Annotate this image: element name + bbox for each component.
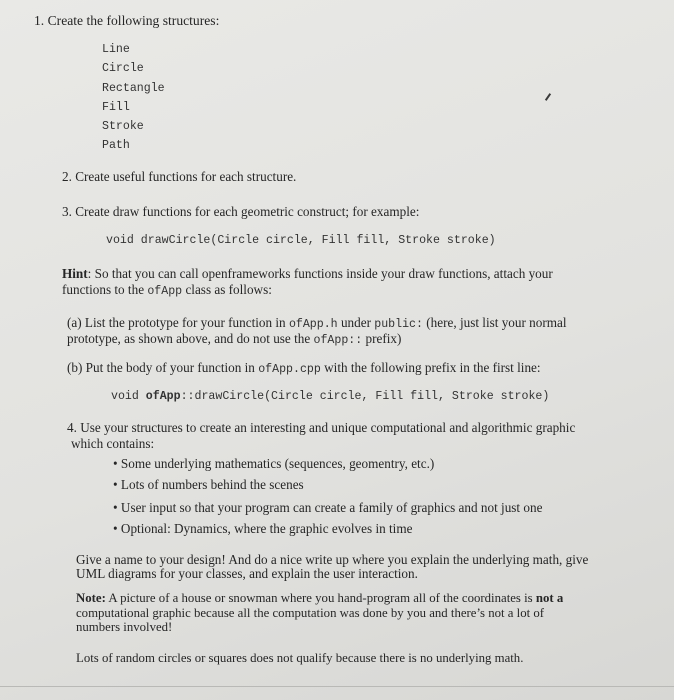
note-label: Note: (76, 591, 106, 605)
step-b-post: with the following prefix in the first line: (320, 360, 541, 375)
item4-line2: which contains: (71, 436, 155, 451)
bullet-text: Some underlying mathematics (sequences, geomentry, etc.) (120, 456, 435, 471)
step-a-post: (here, just list your normal (422, 315, 567, 330)
item3-example-code: void drawCircle(Circle circle, Fill fill, Stroke stroke) (106, 234, 496, 247)
step-b-code-line (111, 390, 549, 403)
structure-fill: Fill (102, 101, 130, 114)
structure-stroke: Stroke (102, 120, 144, 133)
step-a-code-prefix: ofApp:: (313, 334, 363, 347)
step-a-line2-pre: prototype, as shown above, and do not use the (67, 331, 314, 346)
item4-line1: 4. Use your structures to create an interesting and unique computational and algorithmic graphic (67, 420, 576, 435)
step-a-pre: (a) List the prototype for your function in (67, 315, 289, 330)
structure-path: Path (102, 139, 130, 152)
note-line3: numbers involved! (76, 620, 173, 634)
page-bottom-divider (0, 686, 674, 687)
note-line1 (76, 590, 563, 606)
hint-text-1: : So that you can call openframeworks functions inside your draw functions, attach your (87, 266, 553, 281)
bullet-text: User input so that your program can create a family of graphics and not just one (120, 500, 543, 515)
structure-rectangle: Rectangle (102, 82, 165, 95)
hint-line1 (62, 266, 553, 282)
structure-circle: Circle (102, 62, 144, 75)
bullet-item (113, 500, 542, 516)
structure-line: Line (102, 43, 130, 56)
item1-heading: 1. Create the following structures: (34, 13, 220, 28)
final-note: Lots of random circles or squares does not qualify because there is no underlying math. (76, 651, 524, 665)
pen-mark (545, 93, 551, 101)
bullet-item (113, 477, 304, 493)
step-b-code-cpp: ofApp.cpp (258, 363, 321, 376)
step-a-code-public: public: (374, 318, 423, 331)
bullet-dot-icon: • (113, 477, 118, 492)
design-note-line2: UML diagrams for your classes, and explain the user interaction. (76, 566, 418, 581)
bullet-item (113, 521, 412, 537)
note-line2: computational graphic because all the computation was done by you and there’s not a lot of (76, 606, 545, 620)
bullet-text: Lots of numbers behind the scenes (120, 477, 304, 492)
bullet-dot-icon: • (113, 500, 118, 515)
item3-text: 3. Create draw functions for each geometric construct; for example: (62, 204, 420, 219)
step-a-line2-post: prefix) (362, 331, 402, 346)
step-b-pre: (b) Put the body of your function in (67, 360, 259, 375)
step-a-code-header: ofApp.h (288, 318, 338, 331)
hint-line2 (62, 282, 272, 300)
note-text-1: A picture of a house or snowman where you hand-program all of the coordinates is (105, 591, 536, 605)
step-b-line1 (67, 360, 541, 378)
hint-text-2-pre: functions to the (62, 282, 148, 297)
step-a-mid: under (337, 315, 375, 330)
bullet-item (113, 456, 434, 472)
bullet-dot-icon: • (113, 456, 118, 471)
step-b-code-bold: ofApp (145, 390, 181, 403)
step-a-line2 (67, 331, 401, 349)
bullet-dot-icon: • (113, 521, 118, 536)
item2-text: 2. Create useful functions for each structure. (62, 169, 297, 184)
hint-label: Hint (62, 266, 88, 281)
note-emphasis: not a (535, 591, 564, 605)
design-note-line1: Give a name to your design! And do a nice write up where you explain the underlying math, give (76, 552, 589, 567)
step-b-code-post: ::drawCircle(Circle circle, Fill fill, Stroke stroke) (180, 390, 550, 403)
hint-code-ofapp: ofApp (147, 285, 183, 298)
hint-text-2-post: class as follows: (182, 282, 272, 297)
bullet-text: Optional: Dynamics, where the graphic evolves in time (120, 521, 413, 536)
step-b-code-pre: void (111, 390, 146, 403)
